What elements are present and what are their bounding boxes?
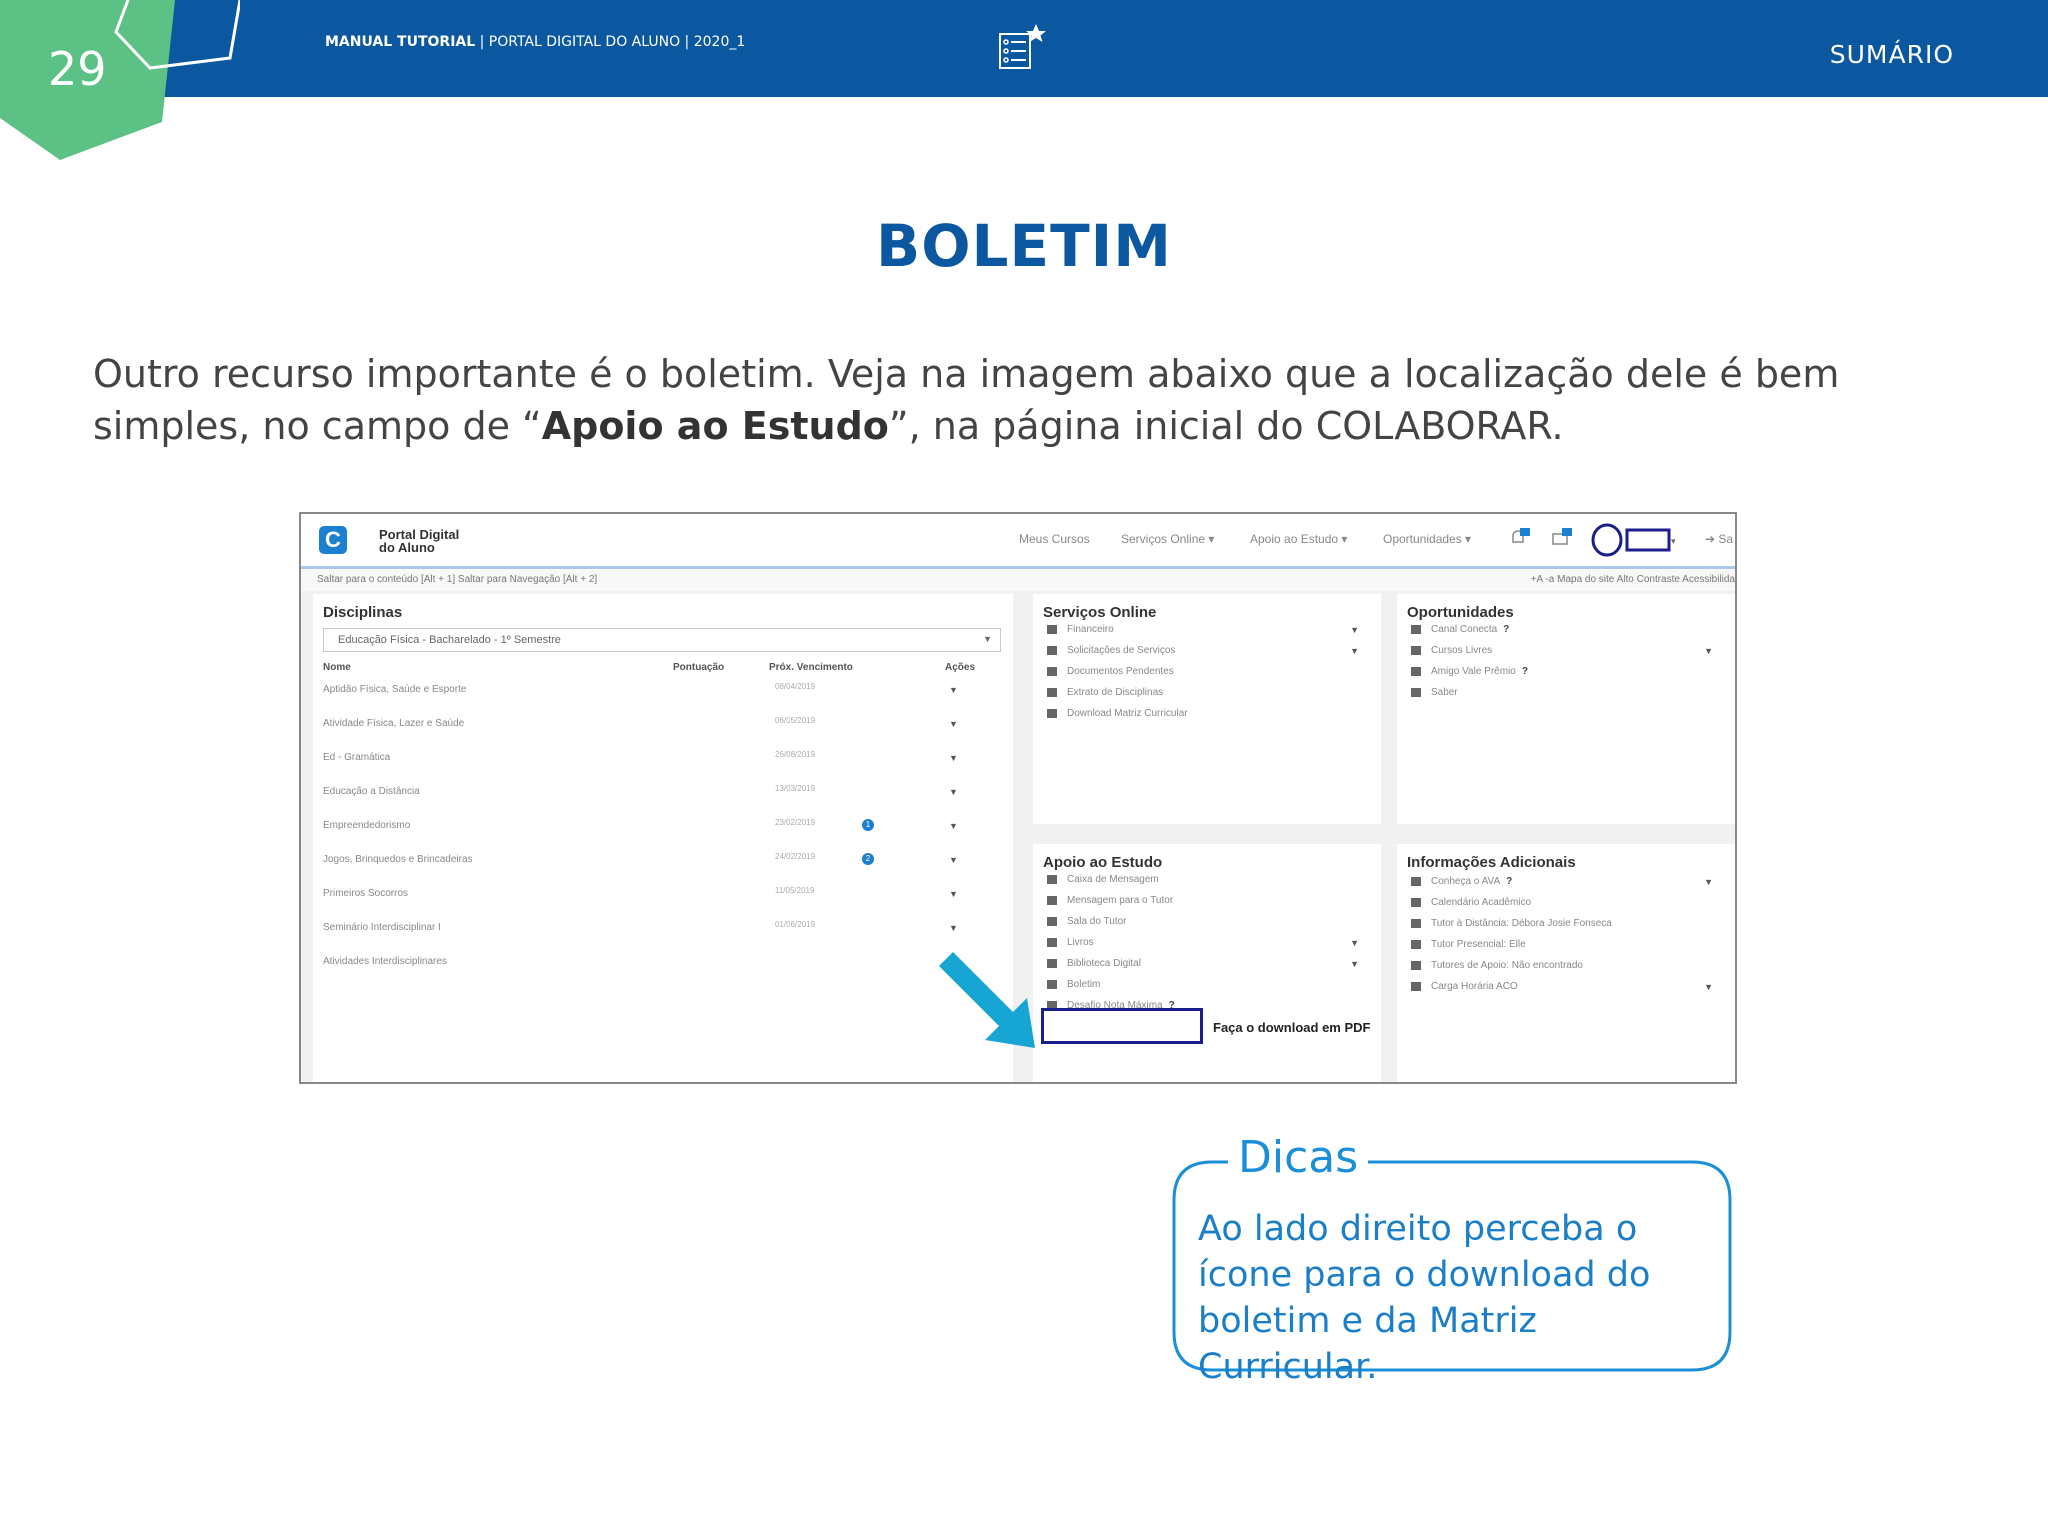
actions-caret-icon[interactable]: ▼ <box>949 753 958 763</box>
nav-exit[interactable]: ➔ Sa <box>1705 532 1734 546</box>
servicos-item-icon <box>1047 709 1057 718</box>
chevron-down-icon[interactable]: ▼ <box>1350 646 1359 656</box>
intro-text-2: ”, na página inicial do COLABORAR. <box>888 404 1564 448</box>
oportunidades-item-icon <box>1411 646 1421 655</box>
discipline-date: 13/03/2019 <box>775 784 816 793</box>
info-item-label: Tutores de Apoio: Não encontrado <box>1431 960 1583 971</box>
dicas-text: Ao lado direito perceba o ícone para o download do boletim e da Matriz Curricular. <box>1198 1209 1651 1387</box>
info-item-icon <box>1411 982 1421 991</box>
skip-links-bar <box>301 569 1735 591</box>
servicos-item-icon <box>1047 646 1057 655</box>
intro-bold: Apoio ao Estudo <box>541 404 889 448</box>
checklist-star-icon <box>996 22 1048 74</box>
chevron-down-icon[interactable]: ▼ <box>1704 877 1713 887</box>
info-item-label: Tutor à Distância: Débora Josie Fonseca <box>1431 918 1612 929</box>
apoio-item-label: Mensagem para o Tutor <box>1067 895 1174 906</box>
page-title: BOLETIM <box>876 212 1172 280</box>
nav-apoio-estudo[interactable]: Apoio ao Estudo ▾ <box>1250 532 1348 546</box>
apoio-item[interactable] <box>1047 979 1100 990</box>
chevron-down-icon[interactable]: ▼ <box>1350 938 1359 948</box>
apoio-item-label: Livros <box>1067 937 1094 948</box>
discipline-name[interactable]: Primeiros Socorros <box>323 888 409 899</box>
apoio-item[interactable] <box>1047 895 1173 906</box>
oportunidades-item[interactable] <box>1411 645 1492 656</box>
servicos-item[interactable] <box>1047 645 1175 656</box>
portal-name <box>379 528 459 554</box>
manual-title <box>325 34 745 50</box>
servicos-item-label: Extrato de Disciplinas <box>1067 687 1164 698</box>
oportunidades-help-icon: ? <box>1503 624 1510 635</box>
apoio-help-icon: ? <box>1168 1000 1175 1011</box>
apoio-item[interactable] <box>1047 958 1141 969</box>
apoio-item-icon <box>1047 917 1057 926</box>
chevron-down-icon[interactable]: ▼ <box>1350 625 1359 635</box>
discipline-name[interactable]: Jogos, Brinquedos e Brincadeiras <box>323 854 473 865</box>
intro-paragraph <box>93 348 1993 452</box>
oportunidades-item-label: Canal Conecta <box>1431 624 1498 635</box>
info-item-label: Calendário Acadêmico <box>1431 897 1532 908</box>
chevron-down-icon[interactable]: ▼ <box>1704 982 1713 992</box>
discipline-date: 24/02/2019 <box>775 852 816 861</box>
info-item[interactable] <box>1411 960 1583 971</box>
discipline-badge: 1 <box>862 819 874 831</box>
servicos-item[interactable] <box>1047 624 1114 635</box>
actions-caret-icon[interactable]: ▼ <box>949 923 958 933</box>
servicos-item-label: Solicitações de Serviços <box>1067 645 1176 656</box>
apoio-item-label: Biblioteca Digital <box>1067 958 1141 969</box>
bell-icon[interactable] <box>1509 528 1531 546</box>
pdf-download-label: Faça o download em PDF <box>1213 1020 1371 1035</box>
info-item[interactable] <box>1411 876 1512 887</box>
info-item-icon <box>1411 898 1421 907</box>
discipline-badge: 2 <box>862 853 874 865</box>
servicos-title: Serviços Online <box>1043 604 1157 621</box>
info-item-icon <box>1411 877 1421 886</box>
chevron-down-icon: ▼ <box>983 634 992 644</box>
oportunidades-item[interactable] <box>1411 624 1509 635</box>
course-select[interactable] <box>323 628 1001 652</box>
discipline-date: 26/08/2019 <box>775 750 816 759</box>
page-number: 29 <box>48 42 107 96</box>
nav-meus-cursos[interactable]: Meus Cursos <box>1019 532 1090 546</box>
discipline-date: 11/05/2019 <box>775 886 815 895</box>
servicos-item[interactable] <box>1047 666 1174 677</box>
info-item-icon <box>1411 940 1421 949</box>
info-item-label: Carga Horária ACO <box>1431 981 1518 992</box>
summary-link[interactable]: SUMÁRIO <box>1829 40 1954 69</box>
info-title: Informações Adicionais <box>1407 854 1576 871</box>
chevron-down-icon[interactable]: ▼ <box>1350 959 1359 969</box>
servicos-item-label: Documentos Pendentes <box>1067 666 1174 677</box>
apoio-item[interactable] <box>1047 916 1126 927</box>
discipline-name[interactable]: Atividade Física, Lazer e Saúde <box>323 718 465 729</box>
apoio-item-icon <box>1047 875 1057 884</box>
oportunidades-item-label: Cursos Livres <box>1431 645 1493 656</box>
info-item[interactable] <box>1411 939 1526 950</box>
apoio-item-label: Caixa de Mensagem <box>1067 874 1159 885</box>
portal-logo-icon: C <box>319 526 347 554</box>
col-acoes: Ações <box>945 662 976 673</box>
nav-oportunidades[interactable]: Oportunidades ▾ <box>1383 532 1472 546</box>
info-item[interactable] <box>1411 918 1612 929</box>
discipline-date: 01/06/2019 <box>775 920 816 929</box>
page-number-hexagon-icon <box>0 0 240 170</box>
apoio-item-label: Desafio Nota Máxima <box>1067 1000 1163 1011</box>
user-menu-highlight-icon[interactable] <box>1591 522 1681 558</box>
actions-caret-icon[interactable]: ▼ <box>949 685 958 695</box>
actions-caret-icon[interactable]: ▼ <box>949 821 958 831</box>
oportunidades-item-icon <box>1411 688 1421 697</box>
pointer-arrow-icon <box>931 944 1051 1064</box>
discipline-date: 23/02/2019 <box>775 818 816 827</box>
info-panel <box>1397 844 1735 1084</box>
col-vencimento: Próx. Vencimento <box>769 662 853 673</box>
oportunidades-item-label: Saber <box>1431 687 1458 698</box>
apoio-item[interactable] <box>1047 937 1094 948</box>
apoio-item-label: Boletim <box>1067 979 1101 990</box>
nav-servicos-online[interactable]: Serviços Online ▾ <box>1121 532 1215 546</box>
manual-title-bold: MANUAL TUTORIAL <box>325 34 476 50</box>
oportunidades-item[interactable] <box>1411 687 1458 698</box>
accessibility-links[interactable]: +A -a Mapa do site Alto Contraste Acessibilida <box>1530 574 1735 585</box>
oportunidades-item-icon <box>1411 625 1421 634</box>
disciplinas-title: Disciplinas <box>323 604 403 621</box>
intro-text-1: Outro recurso importante é o boletim. Veja na imagem abaixo que a localização dele é bem simples, no campo de “ <box>93 352 1840 448</box>
servicos-item-icon <box>1047 625 1057 634</box>
portal-name-line1: Portal Digital <box>379 527 460 542</box>
oportunidades-item-icon <box>1411 667 1421 676</box>
col-nome: Nome <box>323 662 351 673</box>
oportunidades-help-icon: ? <box>1521 666 1528 677</box>
actions-caret-icon[interactable]: ▼ <box>949 787 958 797</box>
discipline-date: 06/05/2019 <box>775 716 816 725</box>
info-item-label: Conheça o AVA <box>1431 876 1501 887</box>
discipline-name[interactable]: Aptidão Física, Saúde e Esporte <box>323 684 467 695</box>
disciplinas-panel <box>313 594 1013 1084</box>
col-pontuacao: Pontuação <box>673 662 725 673</box>
svg-text:▾: ▾ <box>1671 536 1676 546</box>
apoio-item-label: Sala do Tutor <box>1067 916 1127 927</box>
info-item-icon <box>1411 919 1421 928</box>
servicos-item-icon <box>1047 688 1057 697</box>
apoio-item[interactable] <box>1047 874 1159 885</box>
mail-icon[interactable] <box>1551 528 1573 546</box>
dicas-title: Dicas <box>1228 1132 1368 1183</box>
manual-title-rest: | PORTAL DIGITAL DO ALUNO | 2020_1 <box>475 34 746 50</box>
actions-caret-icon[interactable]: ▼ <box>949 719 958 729</box>
info-item-icon <box>1411 961 1421 970</box>
skip-links[interactable]: Saltar para o conteúdo [Alt + 1] Saltar para Navegação [Alt + 2] <box>317 574 598 585</box>
servicos-panel <box>1033 594 1381 824</box>
servicos-item[interactable] <box>1047 708 1188 719</box>
oportunidades-title: Oportunidades <box>1407 604 1514 621</box>
apoio-item-icon <box>1047 896 1057 905</box>
oportunidades-panel <box>1397 594 1735 824</box>
servicos-item-label: Financeiro <box>1067 624 1114 635</box>
chevron-down-icon[interactable]: ▼ <box>1704 646 1713 656</box>
servicos-item[interactable] <box>1047 687 1163 698</box>
info-item-label: Tutor Presencial: Elle <box>1431 939 1526 950</box>
discipline-name[interactable]: Empreendedorismo <box>323 820 411 831</box>
servicos-item-icon <box>1047 667 1057 676</box>
boletim-highlight <box>1041 1008 1203 1044</box>
discipline-name[interactable]: Seminário Interdisciplinar I <box>323 922 441 933</box>
actions-caret-icon[interactable]: ▼ <box>949 889 958 899</box>
discipline-name[interactable]: Educação a Distância <box>323 786 420 797</box>
discipline-name[interactable]: Ed - Gramática <box>323 752 391 763</box>
info-item[interactable] <box>1411 897 1531 908</box>
oportunidades-item-label: Amigo Vale Prêmio <box>1431 666 1516 677</box>
apoio-panel <box>1033 844 1381 1084</box>
discipline-name[interactable]: Atividades Interdisciplinares <box>323 956 447 967</box>
portal-screenshot <box>299 512 1737 1084</box>
discipline-date: 08/04/2019 <box>775 682 816 691</box>
servicos-item-label: Download Matriz Curricular <box>1067 708 1188 719</box>
portal-header <box>301 514 1735 569</box>
oportunidades-item[interactable] <box>1411 666 1528 677</box>
actions-caret-icon[interactable]: ▼ <box>949 855 958 865</box>
info-help-icon: ? <box>1506 876 1513 887</box>
apoio-title: Apoio ao Estudo <box>1043 854 1163 871</box>
portal-name-line2: do Aluno <box>379 540 435 555</box>
info-item[interactable] <box>1411 981 1518 992</box>
course-select-value: Educação Física - Bacharelado - 1º Semestre <box>338 634 561 646</box>
